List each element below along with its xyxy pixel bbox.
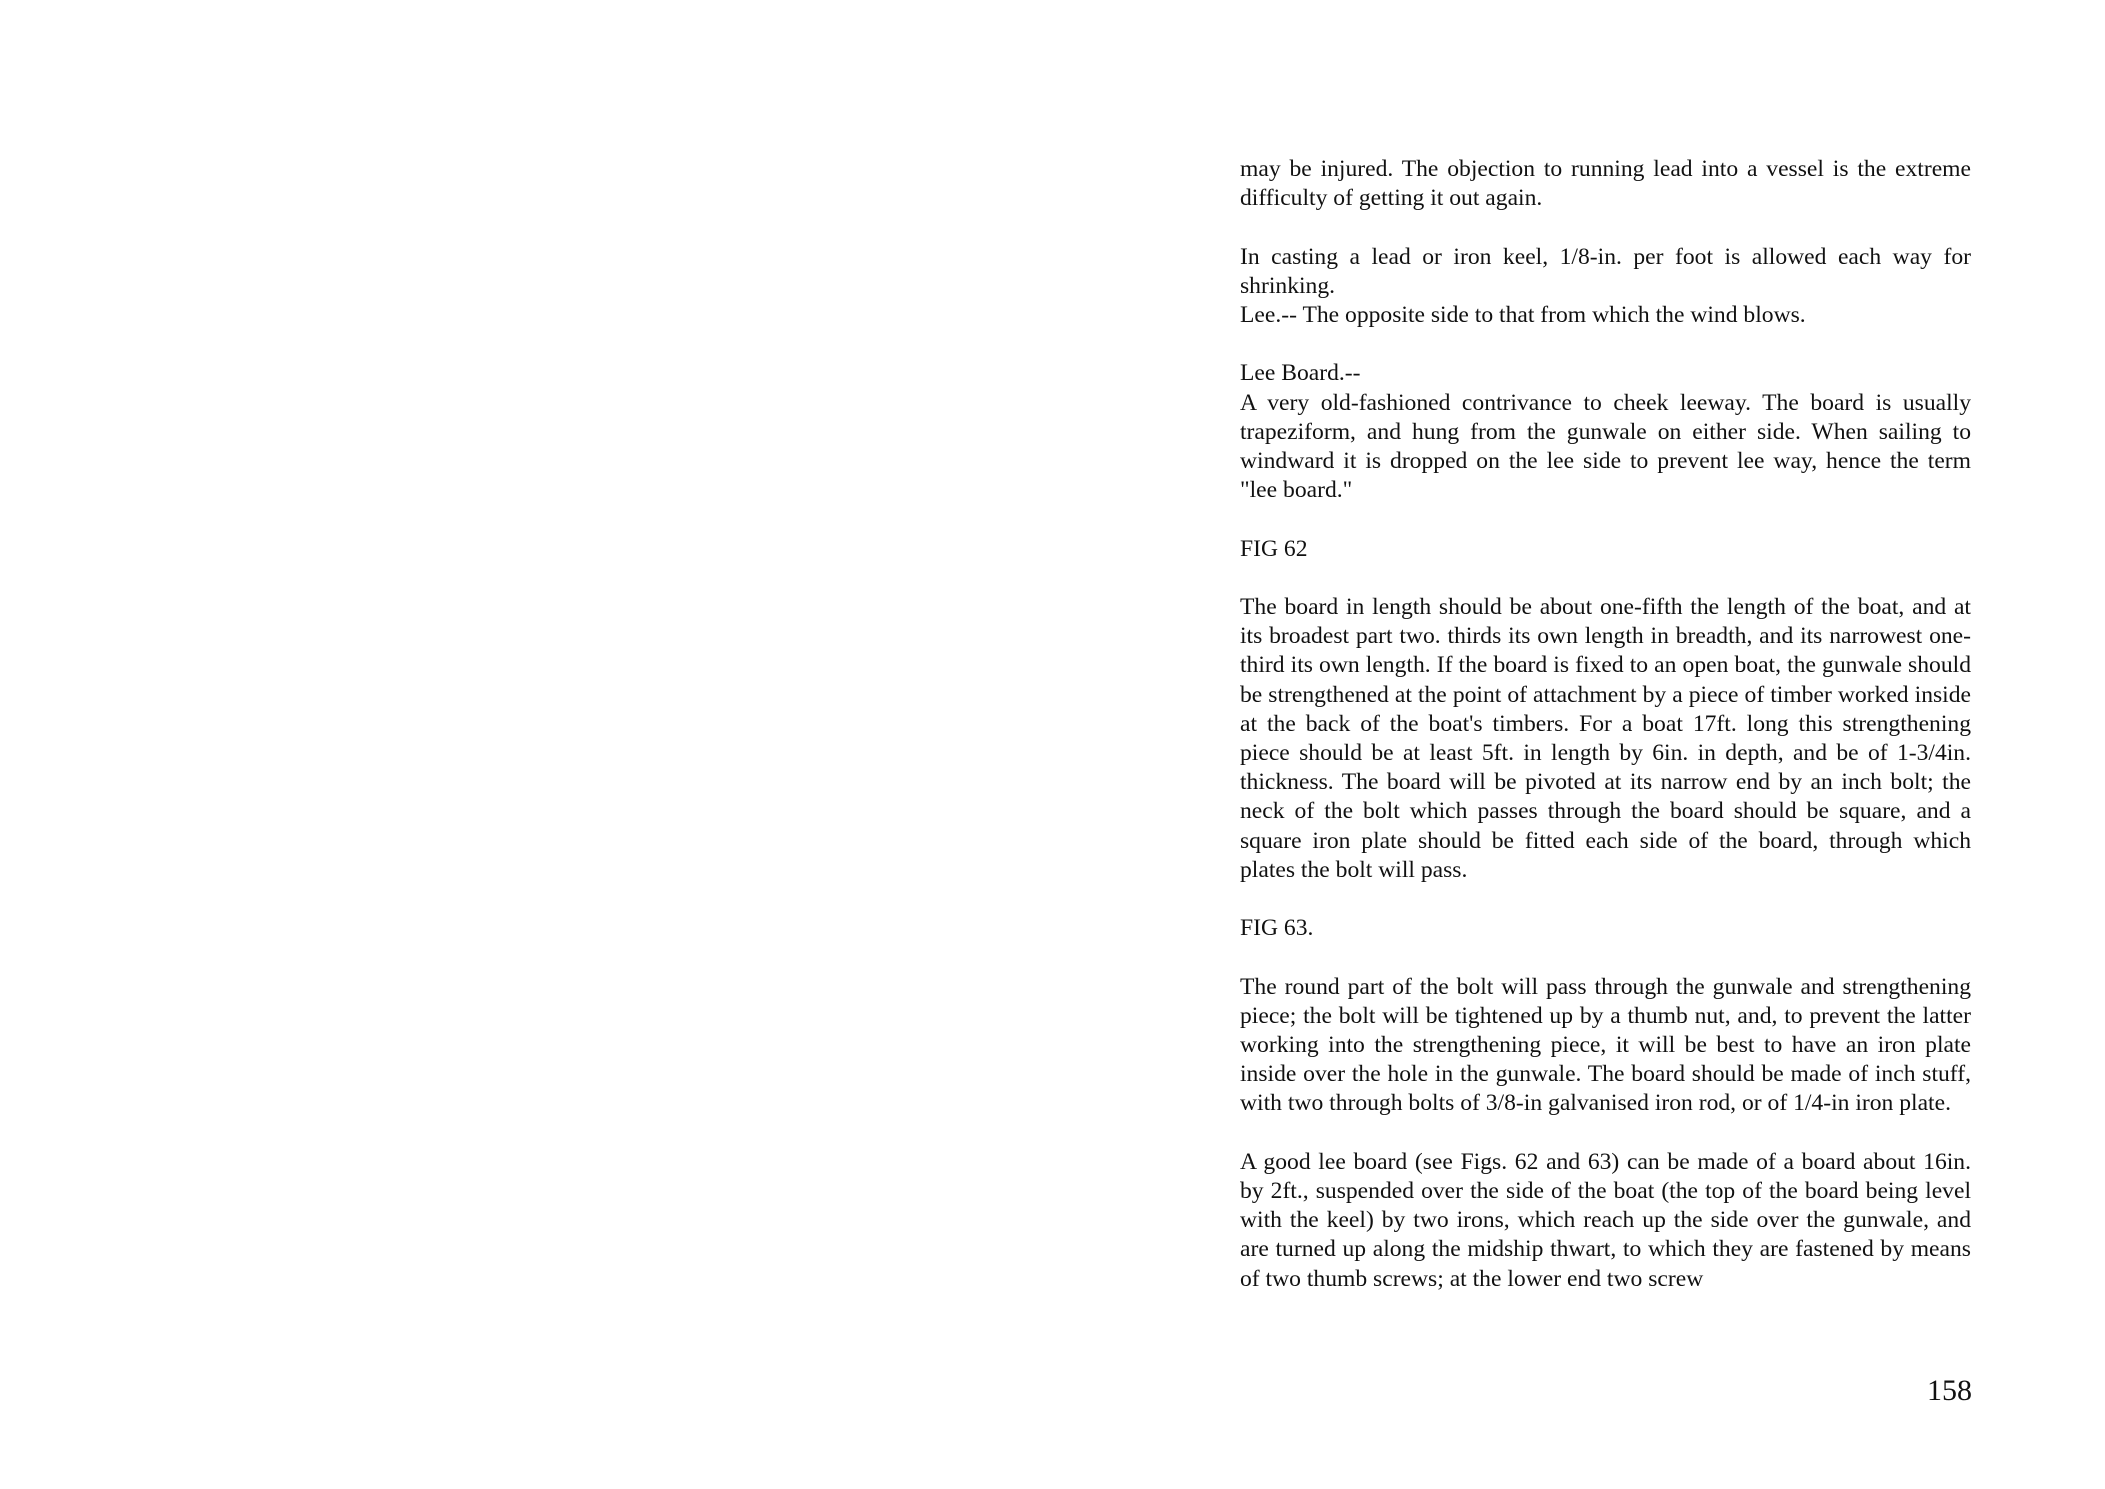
paragraph-continuation: may be injured. The objection to running lead into a vessel is the extreme difficulty of getting it out again. (1240, 156, 1971, 212)
left-page-blank (0, 0, 1052, 1489)
page-text-column (1240, 155, 1971, 1294)
figure-reference-63: FIG 63. (1240, 915, 1314, 942)
paragraph-lee-board-description: A very old-fashioned contrivance to cheek leeway. The board is usually trapeziform, and hung from the gunwale on either side. When sailing to windward it is dropped on the lee side to prevent lee way, hence the term "lee board." (1240, 389, 1971, 504)
paragraph-gap (1240, 330, 1971, 359)
figure-reference-62: FIG 62 (1240, 535, 1308, 562)
paragraph-gap (1240, 943, 1971, 972)
paragraph-keel-casting: In casting a lead or iron keel, 1/8-in. per foot is allowed each way for shrinking. (1240, 243, 1971, 299)
paragraph-lee-definition: Lee.-- The opposite side to that from which the wind blows. (1240, 302, 1806, 328)
page-number: 158 (1927, 1374, 1972, 1407)
paragraph-bolt-fitting: The round part of the bolt will pass through the gunwale and strengthening piece; the bolt will be tightened up by a thumb nut, and, to prevent the latter working into the strengthening piece, it will be best to have an iron plate inside over the hole in the gunwale. The board should be made of inch stuff, with two through bolts of 3/8-in galvanised iron rod, or of 1/4-in iron plate. (1240, 973, 1971, 1117)
paragraph-gap (1240, 564, 1971, 593)
paragraph-gap (1240, 885, 1971, 914)
paragraph-gap (1240, 1119, 1971, 1148)
heading-lee-board: Lee Board.-- (1240, 360, 1361, 387)
right-page (1052, 0, 2105, 1489)
paragraph-board-dimensions: The board in length should be about one-fifth the length of the boat, and at its broadest part two. thirds its own length in breadth, and its narrowest one-third its own length. If the board is fixed to an open boat, the gunwale should be strengthened at the point of attachment by a piece of timber worked inside at the back of the boat's timbers. For a boat 17ft. long this strengthening piece should be at least 5ft. in length by 6in. in depth, and be of 1-3/4in. thickness. The board will be pivoted at its narrow end by an inch bolt; the neck of the bolt which passes through the board should be square, and a square iron plate should be fitted each side of the board, through which plates the bolt will pass. (1240, 593, 1971, 883)
paragraph-gap (1240, 213, 1971, 242)
paragraph-good-lee-board: A good lee board (see Figs. 62 and 63) can be made of a board about 16in. by 2ft., suspended over the side of the boat (the top of the board being level with the keel) by two irons, which reach up the side over the gunwale, and are turned up along the midship thwart, to which they are fastened by means of two thumb screws; at the lower end two screw (1240, 1148, 1971, 1292)
paragraph-gap (1240, 505, 1971, 534)
